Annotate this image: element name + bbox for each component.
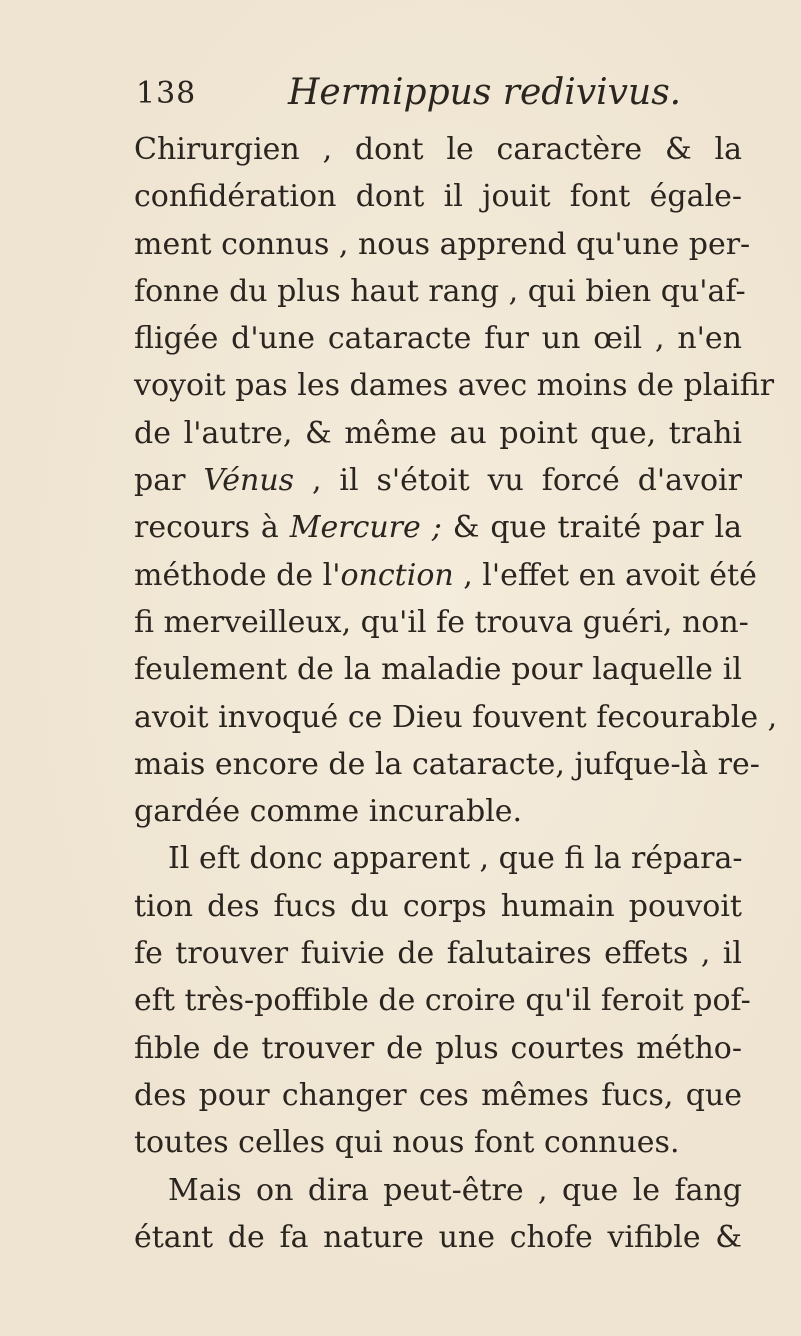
- text-line: [134, 457, 742, 504]
- text-span: recours à: [134, 510, 290, 546]
- text-span: eft très-poffible de croire qu'il feroit pof-: [134, 983, 751, 1019]
- text-line: [134, 835, 742, 882]
- text-span: de l'autre, & même au point que, trahi: [134, 415, 742, 451]
- text-line: [134, 221, 751, 268]
- text-line: [134, 1119, 742, 1166]
- text-span: avoit invoqué ce Dieu fouvent fecourable ,: [134, 699, 778, 735]
- text-span: méthode de l': [134, 557, 341, 593]
- text-line: [134, 1025, 742, 1072]
- text-span: fe trouver fuivie de falutaires effets , il: [134, 936, 742, 972]
- text-line: [134, 362, 775, 409]
- text-line: [134, 1214, 742, 1261]
- text-line: [134, 126, 742, 173]
- text-span: voyoit pas les dames avec moins de plaifir: [134, 368, 775, 404]
- text-line: [134, 977, 751, 1024]
- text-span: , il s'étoit vu forcé d'avoir: [294, 463, 742, 499]
- text-line: [134, 883, 742, 930]
- text-span: étant de fa nature une chofe vifible &: [134, 1219, 742, 1255]
- text-span: par: [134, 463, 204, 499]
- text-line: [134, 1072, 742, 1119]
- text-line: [134, 315, 742, 362]
- text-line: [134, 504, 742, 551]
- text-span: fible de trouver de plus courtes métho-: [134, 1030, 742, 1066]
- text-span: mais encore de la cataracte, jufque-là re-: [134, 746, 760, 782]
- text-line: [134, 552, 757, 599]
- text-line: [134, 646, 742, 693]
- running-title: Hermippus redivivus.: [288, 72, 682, 113]
- text-span: , l'effet en avoit été: [453, 557, 757, 593]
- text-line: [134, 173, 742, 220]
- text-line: [134, 930, 742, 977]
- page-header: [136, 72, 736, 118]
- text-span: des pour changer ces mêmes fucs, que: [134, 1077, 742, 1113]
- page-number: 138: [136, 76, 197, 111]
- text-span: fonne du plus haut rang , qui bien qu'af-: [134, 273, 746, 309]
- text-span: confidération dont il jouit font égale-: [134, 179, 742, 215]
- text-span: Mais on dira peut-être , que le fang: [168, 1172, 742, 1208]
- body-text: [134, 126, 778, 1261]
- italic-text: Vénus: [203, 463, 295, 499]
- italic-text: onction: [340, 557, 454, 593]
- text-span: tion des fucs du corps humain pouvoit: [134, 888, 742, 924]
- text-span: Chirurgien , dont le caractère & la: [134, 132, 742, 167]
- text-line: [134, 599, 749, 646]
- text-span: Il eft donc apparent , que fi la répara-: [168, 841, 743, 877]
- text-line: [134, 268, 746, 315]
- text-line: [134, 741, 760, 788]
- text-line: [134, 694, 778, 741]
- text-span: ment connus , nous apprend qu'une per-: [134, 226, 751, 262]
- text-line: [134, 788, 742, 835]
- text-span: feulement de la maladie pour laquelle il: [134, 652, 742, 688]
- text-line: [134, 410, 742, 457]
- text-span: & que traité par la: [441, 510, 742, 546]
- text-span: fi merveilleux, qu'il fe trouva guéri, non-: [134, 604, 749, 640]
- text-span: toutes celles qui nous font connues.: [134, 1125, 680, 1161]
- text-line: [134, 1167, 742, 1214]
- italic-text: Mercure ;: [289, 510, 442, 546]
- text-span: gardée comme incurable.: [134, 794, 523, 830]
- text-span: fligée d'une cataracte fur un œil , n'en: [134, 321, 742, 357]
